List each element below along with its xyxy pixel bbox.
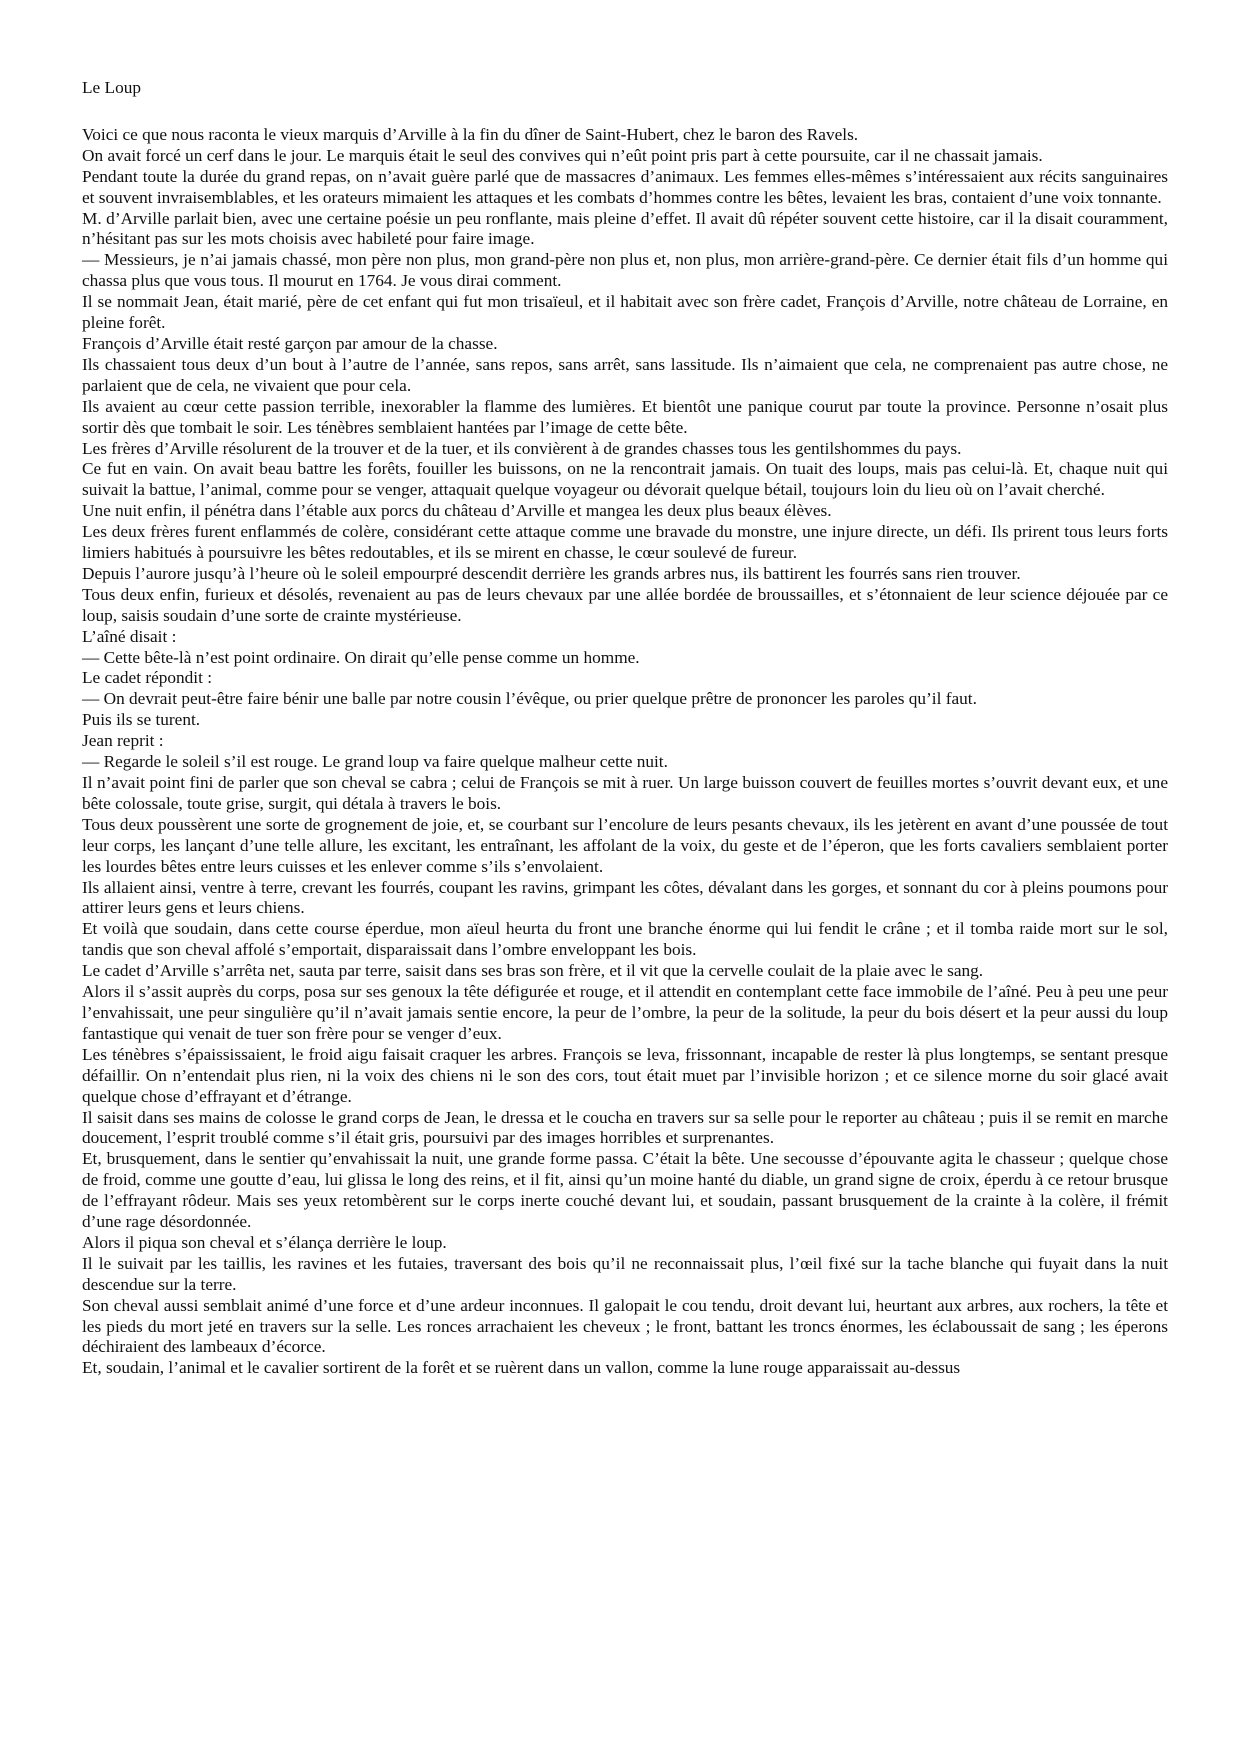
paragraph: Et, brusquement, dans le sentier qu’envahissait la nuit, une grande forme passa. C’était la bête. Une secousse d’épouvante agita le chasseur ; quelque chose de froid, comme une goutte d’eau, lui glissa le long des reins, et il fit, ainsi qu’un moine hanté du diable, un grand signe de croix, éperdu à ce retour brusque de l’effrayant rôdeur. Mais ses yeux retombèrent sur le corps inerte couché devant lui, et soudain, passant brusquement de la crainte à la colère, il frémit d’une rage désordonnée.	[82, 1149, 1168, 1232]
paragraph: Tous deux poussèrent une sorte de grognement de joie, et, se courbant sur l’encolure de leurs pesants chevaux, ils les jetèrent en avant d’une poussée de tout leur corps, les lançant d’une telle allure, les excitant, les entraînant, les affolant de la voix, du geste et de l’éperon, que les forts cavaliers semblaient porter les lourdes bêtes entre leurs cuisses et les enlever comme s’ils s’envolaient.	[82, 814, 1168, 876]
paragraph: Il n’avait point fini de parler que son cheval se cabra ; celui de François se mit à ruer. Un large buisson couvert de feuilles mortes s’ouvrit devant eux, et une bête colossale, toute grise, surgit, qui détala à travers le bois.	[82, 773, 1168, 813]
paragraph: — On devrait peut-être faire bénir une balle par notre cousin l’évêque, ou prier quelque prêtre de prononcer les paroles qu’il faut.	[82, 689, 977, 709]
paragraph: Son cheval aussi semblait animé d’une force et d’une ardeur inconnues. Il galopait le cou tendu, droit devant lui, heurtant aux arbres, aux rochers, la tête et les pieds du mort jeté en travers sur la selle. Les ronces arrachaient les cheveux ; le front, battant les troncs énormes, les éclaboussait de sang ; les éperons déchiraient des lambeaux d’écorce.	[82, 1295, 1168, 1357]
paragraph: — Cette bête-là n’est point ordinaire. On dirait qu’elle pense comme un homme.	[82, 647, 640, 667]
paragraph: — Regarde le soleil s’il est rouge. Le grand loup va faire quelque malheur cette nuit.	[82, 752, 668, 772]
paragraph: Alors il piqua son cheval et s’élança derrière le loup.	[82, 1232, 447, 1252]
paragraph: Les ténèbres s’épaississaient, le froid aigu faisait craquer les arbres. François se leva, frissonnant, incapable de rester là plus longtemps, se sentant presque défaillir. On n’entendait plus rien, ni la voix des chiens ni le son des cors, tout était muet par l’invisible horizon ; et ce silence morne du soir glacé avait quelque chose d’effrayant et d’étrange.	[82, 1044, 1168, 1106]
document-page	[82, 78, 1168, 1379]
paragraph: Il se nommait Jean, était marié, père de cet enfant qui fut mon trisaïeul, et il habitait avec son frère cadet, François d’Arville, notre château de Lorraine, en pleine forêt.	[82, 292, 1168, 333]
paragraph: Depuis l’aurore jusqu’à l’heure où le soleil empourpré descendit derrière les grands arbres nus, ils battirent les fourrés sans rien trouver.	[82, 563, 1021, 583]
paragraph: Ils chassaient tous deux d’un bout à l’autre de l’année, sans repos, sans arrêt, sans lassitude. Ils n’aimaient que cela, ne comprenaient pas autre chose, ne parlaient que de cela, ne vivaient que pour cela.	[82, 354, 1168, 395]
paragraph: On avait forcé un cerf dans le jour. Le marquis était le seul des convives qui n’eût point pris part à cette poursuite, car il ne chassait jamais.	[82, 145, 1043, 165]
paragraph: Les deux frères furent enflammés de colère, considérant cette attaque comme une bravade du monstre, une injure directe, un défi. Ils prirent tous leurs forts limiers habitués à poursuivre les bêtes redoutables, et ils se mirent en chasse, le cœur soulevé de fureur.	[82, 522, 1168, 563]
paragraph: — Messieurs, je n’ai jamais chassé, mon père non plus, mon grand-père non plus et, non plus, mon arrière-grand-père. Ce dernier était fils d’un homme qui chassa plus que vous tous. Il mourut en 1764. Je vous dirai comment.	[82, 250, 1168, 291]
paragraph: Les frères d’Arville résolurent de la trouver et de la tuer, et ils convièrent à de grandes chasses tous les gentilshommes du pays.	[82, 438, 962, 458]
paragraph: Tous deux enfin, furieux et désolés, revenaient au pas de leurs chevaux par une allée bordée de broussailles, et s’étonnaient de leur science déjouée par ce loup, saisis soudain d’une sorte de crainte mystérieuse.	[82, 584, 1168, 625]
paragraph: Et voilà que soudain, dans cette course éperdue, mon aïeul heurta du front une branche énorme qui lui fendit le crâne ; et il tomba raide mort sur le sol, tandis que son cheval affolé s’emportait, disparaissait dans l’ombre enveloppant les bois.	[82, 919, 1168, 960]
paragraph: Ils allaient ainsi, ventre à terre, crevant les fourrés, coupant les ravins, grimpant les côtes, dévalant dans les gorges, et sonnant du cor à pleins poumons pour attirer leurs gens et leurs chiens.	[82, 877, 1168, 918]
paragraph: Alors il s’assit auprès du corps, posa sur ses genoux la tête défigurée et rouge, et il attendit en contemplant cette face immobile de l’aîné. Peu à peu une peur l’envahissait, une peur singulière qu’il n’avait jamais sentie encore, la peur de l’ombre, la peur de la solitude, la peur du bois désert et la peur aussi du loup fantastique qui venait de tuer son frère pour se venger d’eux.	[82, 982, 1168, 1043]
paragraph: M. d’Arville parlait bien, avec une certaine poésie un peu ronflante, mais pleine d’effet. Il avait dû répéter souvent cette histoire, car il la disait couramment, n’hésitant pas sur les mots choisis avec habileté pour faire image.	[82, 208, 1168, 249]
paragraph: Il saisit dans ses mains de colosse le grand corps de Jean, le dressa et le coucha en travers sur sa selle pour le reporter au château ; puis il se remit en marche doucement, l’esprit troublé comme s’il était gris, poursuivi par des images horribles et surprenantes.	[82, 1107, 1168, 1148]
document-title: Le Loup	[82, 78, 142, 97]
paragraph: Il le suivait par les taillis, les ravines et les futaies, traversant des bois qu’il ne reconnaissait plus, l’œil fixé sur la tache blanche qui fuyait dans la nuit descendue sur la terre.	[82, 1253, 1168, 1294]
paragraph: François d’Arville était resté garçon par amour de la chasse.	[82, 333, 498, 353]
paragraph: Ce fut en vain. On avait beau battre les forêts, fouiller les buissons, on ne la rencontrait jamais. On tuait des loups, mais pas celui-là. Et, chaque nuit qui suivait la battue, l’animal, comme pour se venger, attaquait quelque voyageur ou dévorait quelque bétail, toujours loin du lieu où on l’avait cherché.	[82, 459, 1168, 500]
paragraph: Puis ils se turent.	[82, 710, 201, 730]
paragraph: Jean reprit :	[82, 731, 164, 751]
paragraph: Ils avaient au cœur cette passion terrible, inexorabler la flamme des lumières. Et bientôt une panique courut par toute la province. Personne n’osait plus sortir dès que tombait le soir. Les ténèbres semblaient hantées par l’image de cette bête.	[82, 396, 1168, 437]
paragraph: Le cadet d’Arville s’arrêta net, sauta par terre, saisit dans ses bras son frère, et il vit que la cervelle coulait de la plaie avec le sang.	[82, 961, 984, 981]
paragraph: L’aîné disait :	[82, 626, 177, 646]
paragraph: Pendant toute la durée du grand repas, on n’avait guère parlé que de massacres d’animaux. Les femmes elles-mêmes s’intéressaient aux récits sanguinaires et souvent invraisemblables, et les orateurs mimaient les attaques et les combats d’hommes contre les bêtes, levaient les bras, contaient d’une voix tonnante.	[82, 166, 1168, 207]
paragraph: Le cadet répondit :	[82, 668, 213, 688]
paragraph: Et, soudain, l’animal et le cavalier sortirent de la forêt et se ruèrent dans un vallon, comme la lune rouge apparaissait au-dessus	[82, 1358, 961, 1378]
paragraph: Voici ce que nous raconta le vieux marquis d’Arville à la fin du dîner de Saint-Hubert, chez le baron des Ravels.	[82, 124, 859, 144]
paragraph: Une nuit enfin, il pénétra dans l’étable aux porcs du château d’Arville et mangea les deux plus beaux élèves.	[82, 501, 832, 521]
